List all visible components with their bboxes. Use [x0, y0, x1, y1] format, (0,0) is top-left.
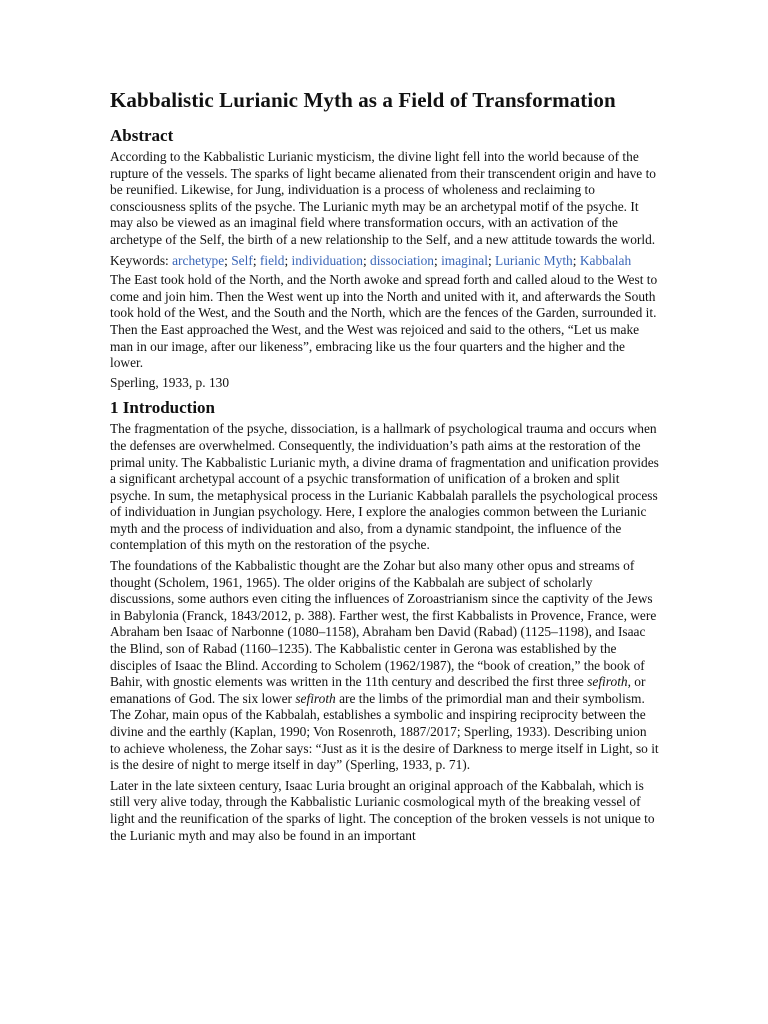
keywords-label: Keywords:	[110, 252, 173, 268]
term-sefiroth: sefiroth	[295, 690, 336, 706]
keyword-link-kabbalah[interactable]: Kabbalah	[579, 252, 632, 268]
keyword-link-field[interactable]: field	[259, 252, 285, 268]
introduction-heading: 1 Introduction	[110, 398, 216, 418]
abstract-text: According to the Kabbalistic Lurianic mysticism, the divine light fell into the world because of the rupture of the vessels. The sparks of light became alienated from their transcendent origin and have to be reunified. Likewise, for Jung, individuation is a process of wholeness and reclaiming to consciousness splits of the psyche. The Lurianic myth may be an archetypal motif of the psyche. It may also be viewed as an imaginal field where transformation occurs, with an activation of the archetype of the Self, the birth of a new relationship to the Self, and a new attitude towards the world.	[110, 149, 656, 247]
intro-paragraph-2: The foundations of the Kabbalistic thought are the Zohar but also many other opus and streams of thought (Scholem, 1961, 1965). The older origins of the Kabbalah are subject of scholarly discussions, some authors even citing the influences of Zoroastrianism since the captivity of the Jews in Babylonia (Franck, 1843/2012, p. 388). Farther west, the first Kabbalists in Provence, France, were Abraham ben Isaac of Narbonne (1080–1158), Abraham ben David (Rabad) (1125–1198), and Isaac the Blind, son of Rabad (1160–1235). The Kabbalistic center in Gerona was established by the disciples of Isaac the Blind. According to Scholem (1962/1987), the “book of creation,” the book of Bahir, with gnostic elements was written in the 11th century and described the first three sefiroth, or emanations of God. The six lower sefiroth are the limbs of the primordial man and their symbolism. The Zohar, main opus of the Kabbalah, establishes a symbolic and inspiring reciprocity between the divine and the earthly (Kaplan, 1990; Von Rosenroth, 1887/2017; Sperling, 1933). Describing union to achieve wholeness, the Zohar says: “Just as it is the desire of Darkness to merge itself in Light, so it is the desire of night to merge itself in day” (Sperling, 1933, p. 71).	[110, 558, 659, 773]
term-sefiroth: sefiroth	[587, 674, 628, 690]
article-title: Kabbalistic Lurianic Myth as a Field of Transformation	[110, 88, 616, 112]
keyword-link-individuation[interactable]: individuation	[291, 252, 363, 268]
abstract-heading: Abstract	[110, 126, 174, 145]
epigraph-quote: The East took hold of the North, and the North awoke and spread forth and called aloud to the West to come and join him. Then the West went up into the North and united with it, and afterwards the South took hold of the West, and the South and the North, which are the fences of the Garden, surrounded it. Then the East approached the West, and the West was rejoiced and said to the others, “Let us make man in our image, after our likeness”, embracing like us the four quarters and the higher and the lower.	[110, 272, 658, 371]
keyword-link-dissociation[interactable]: dissociation	[370, 252, 434, 268]
keyword-link-lurianic-myth[interactable]: Lurianic Myth	[495, 252, 573, 268]
epigraph-citation: Sperling, 1933, p. 130	[110, 374, 230, 390]
keyword-link-archetype[interactable]: archetype	[172, 252, 225, 268]
keyword-link-imaginal[interactable]: imaginal	[441, 252, 488, 268]
keyword-link-self[interactable]: Self	[231, 252, 253, 268]
intro-paragraph-1: The fragmentation of the psyche, dissociation, is a hallmark of psychological trauma and occurs when the defenses are overwhelmed. Consequently, the individuation’s path aims at the restoration of the primal unity. The Kabbalistic Lurianic myth, a divine drama of fragmentation and unification provides a significant archetypal account of a psychic transformation of unification of a broken and split psyche. In sum, the metaphysical process in the Lurianic Kabbalah parallels the psychological process of individuation in Jungian psychology. Here, I explore the analogies common between the Lurianic myth and the process of individuation and also, from a dynamic standpoint, the influence of the contemplation of this myth on the restoration of the psyche.	[110, 421, 659, 553]
intro-paragraph-3: Later in the late sixteen century, Isaac Luria brought an original approach of the Kabbalah, which is still very alive today, through the Kabbalistic Lurianic cosmological myth of the breaking vessel of light and the reunification of the sparks of light. The conception of the broken vessels is not unique to the Lurianic myth and may also be found in an important	[110, 777, 655, 843]
keywords-line: Keywords: archetype; Self; field; individuation; dissociation; imaginal; Lurianic Myth; Kabbalah	[110, 252, 632, 268]
